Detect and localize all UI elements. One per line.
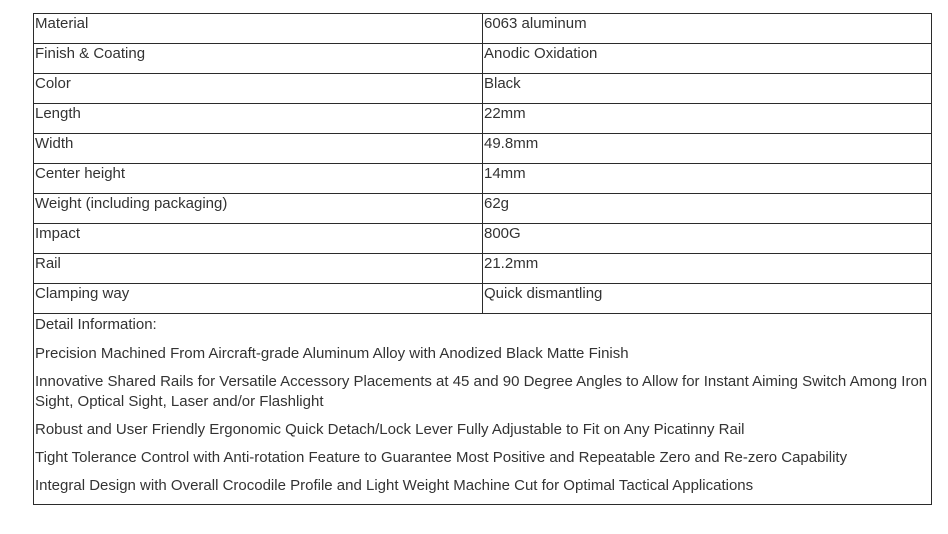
table-row (34, 104, 932, 134)
spec-value: 6063 aluminum (483, 14, 932, 44)
detail-line: Robust and User Friendly Ergonomic Quick Detach/Lock Lever Fully Adjustable to Fit on Any Picatinny Rail (35, 421, 745, 438)
spec-table (33, 13, 932, 505)
table-row (34, 284, 932, 314)
spec-label: Rail (34, 254, 483, 284)
spec-value: 800G (483, 224, 932, 254)
spec-label: Clamping way (34, 284, 483, 314)
detail-row (34, 314, 932, 505)
spec-label: Length (34, 104, 483, 134)
spec-value: Quick dismantling (483, 284, 932, 314)
spec-value: 62g (483, 194, 932, 224)
detail-title: Detail Information: (35, 316, 157, 333)
detail-information-cell (34, 314, 932, 505)
spec-label: Color (34, 74, 483, 104)
table-row (34, 224, 932, 254)
spec-value: Black (483, 74, 932, 104)
spec-label: Finish & Coating (34, 44, 483, 74)
spec-label: Material (34, 14, 483, 44)
spec-label: Center height (34, 164, 483, 194)
detail-line: Precision Machined From Aircraft-grade Aluminum Alloy with Anodized Black Matte Finish (35, 345, 629, 362)
detail-line: Tight Tolerance Control with Anti-rotation Feature to Guarantee Most Positive and Repeatable Zero and Re-zero Capability (35, 449, 848, 466)
spec-value: 14mm (483, 164, 932, 194)
spec-label: Width (34, 134, 483, 164)
spec-value: 49.8mm (483, 134, 932, 164)
table-row (34, 134, 932, 164)
detail-line: Innovative Shared Rails for Versatile Accessory Placements at 45 and 90 Degree Angles to Allow for Instant Aiming Switch Among Iron Sight, Optical Sight, Laser and/or Flashlight (35, 373, 928, 410)
spec-value: 21.2mm (483, 254, 932, 284)
spec-value: Anodic Oxidation (483, 44, 932, 74)
table-row (34, 74, 932, 104)
table-row (34, 254, 932, 284)
spec-label: Weight (including packaging) (34, 194, 483, 224)
table-row (34, 44, 932, 74)
table-row (34, 14, 932, 44)
spec-label: Impact (34, 224, 483, 254)
spec-value: 22mm (483, 104, 932, 134)
detail-line: Integral Design with Overall Crocodile Profile and Light Weight Machine Cut for Optimal Tactical Applications (35, 477, 754, 494)
table-row (34, 194, 932, 224)
table-row (34, 164, 932, 194)
